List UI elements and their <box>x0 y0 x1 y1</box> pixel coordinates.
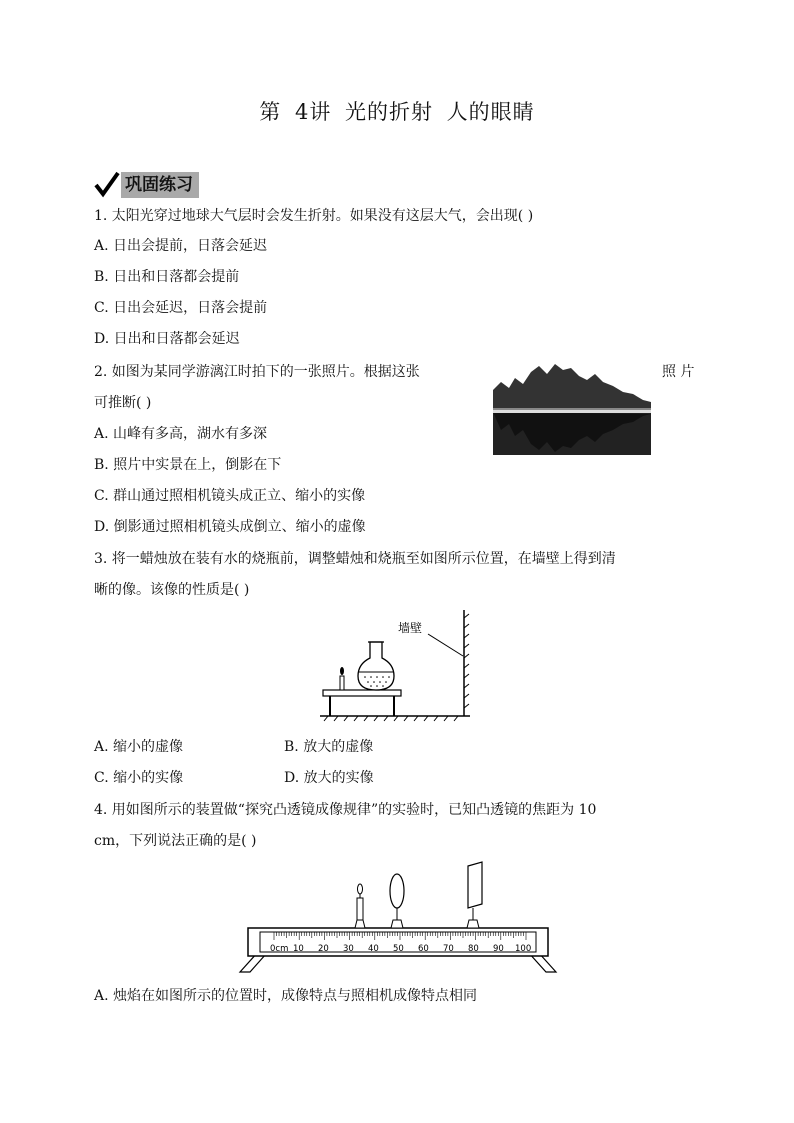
ruler-label-70: 70 <box>443 944 454 954</box>
q1-option-c: C. 日出会延迟，日落会提前 <box>94 300 268 316</box>
q3-stem-line2: 晰的像。该像的性质是( ) <box>94 582 250 598</box>
candle <box>355 884 365 928</box>
optical-bench-diagram <box>238 858 558 976</box>
q3-option-a: A. 缩小的虚像 <box>94 739 184 755</box>
section-header <box>94 171 199 198</box>
q4-stem-line1: 4. 用如图所示的装置做“探究凸透镜成像规律”的实验时，已知凸透镜的焦距为 10 <box>94 802 597 818</box>
light-screen <box>467 862 482 928</box>
q4-stem-line2: cm，下列说法正确的是( ) <box>94 833 257 849</box>
convex-lens <box>390 874 404 928</box>
q2-stem-part1: 2. 如图为某同学游漓江时拍下的一张照片。根据这张 <box>94 364 420 380</box>
ruler-label-20: 20 <box>318 944 329 954</box>
ruler-label-90: 90 <box>493 944 504 954</box>
ruler-label-100: 100 <box>515 944 532 954</box>
q2-stem-part2: 照 片 <box>662 364 695 380</box>
q1-option-d: D. 日出和日落都会延迟 <box>94 331 240 347</box>
q3-option-b: B. 放大的虚像 <box>284 739 374 755</box>
q2-option-a: A. 山峰有多高，湖水有多深 <box>94 426 268 442</box>
flask-wall-diagram <box>318 604 478 722</box>
ruler-label-10: 10 <box>293 944 304 954</box>
ruler-label-0: 0cm <box>270 944 289 954</box>
q1-stem: 1. 太阳光穿过地球大气层时会发生折射。如果没有这层大气，会出现( ) <box>94 208 534 224</box>
q1-option-a: A. 日出会提前，日落会延迟 <box>94 238 268 254</box>
section-title: 巩固练习 <box>121 172 199 198</box>
ruler-label-80: 80 <box>468 944 479 954</box>
q2-option-d: D. 倒影通过照相机镜头成倒立、缩小的虚像 <box>94 519 366 535</box>
q3-option-c: C. 缩小的实像 <box>94 770 184 786</box>
ruler-label-30: 30 <box>343 944 354 954</box>
ruler-label-50: 50 <box>393 944 404 954</box>
ruler-label-60: 60 <box>418 944 429 954</box>
q2-option-b: B. 照片中实景在上，倒影在下 <box>94 457 282 473</box>
q3-stem-line1: 3. 将一蜡烛放在装有水的烧瓶前，调整蜡烛和烧瓶至如图所示位置，在墙壁上得到清 <box>94 551 616 567</box>
page-title: 第 4讲 光的折射 人的眼睛 <box>259 100 535 124</box>
checkmark-icon <box>94 171 121 198</box>
q1-option-b: B. 日出和日落都会提前 <box>94 269 240 285</box>
lake-photo <box>493 360 651 455</box>
wall-label: 墙壁 <box>398 621 423 635</box>
q3-option-d: D. 放大的实像 <box>284 770 374 786</box>
ruler-label-40: 40 <box>368 944 379 954</box>
q2-option-c: C. 群山通过照相机镜头成正立、缩小的实像 <box>94 488 366 504</box>
q4-option-a: A. 烛焰在如图所示的位置时，成像特点与照相机成像特点相同 <box>94 988 478 1004</box>
q2-stem-part3: 可推断( ) <box>94 395 152 411</box>
